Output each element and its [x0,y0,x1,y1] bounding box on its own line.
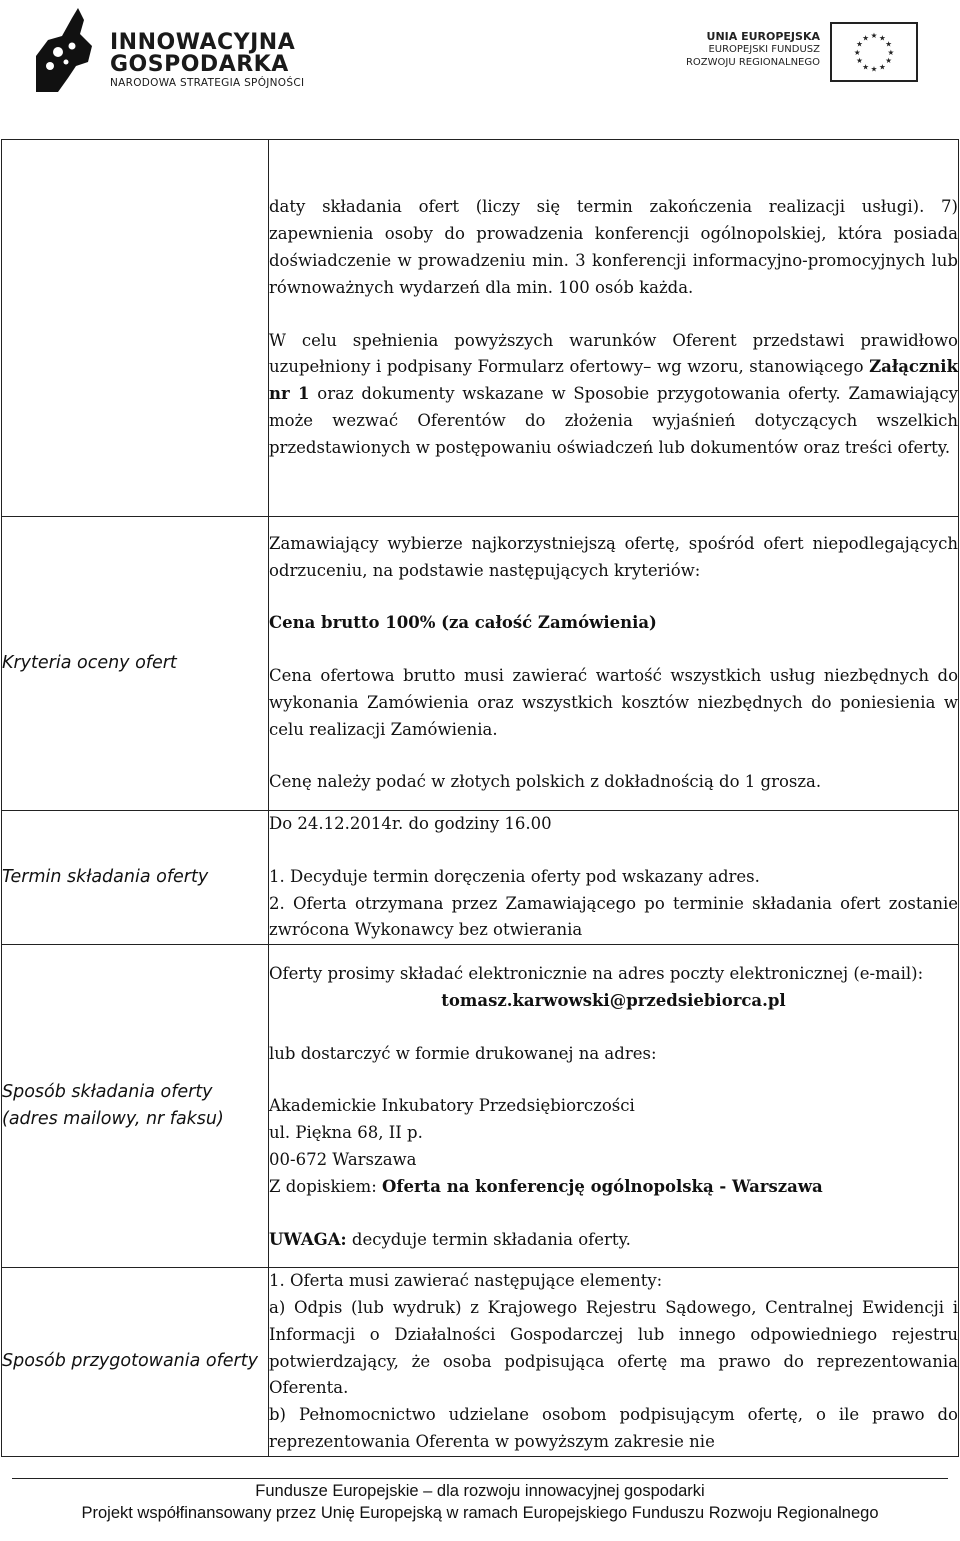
attachment-reference: Załącznik nr 1 [269,357,958,404]
sposob-text-1: Oferty prosimy składać elektronicznie na adres poczty elektronicznej (e-mail): [269,964,924,983]
conditions-text-2a: W celu spełnienia powyższych warunków Oferent przedstawi prawidłowo uzupełniony i podpisany Formularz ofertowy– wg wzoru, stanowiącego [269,330,958,377]
kryteria-text-4: Cenę należy podać w złotych polskich z dokładnością do 1 grosza. [269,772,822,792]
conditions-cell [269,140,959,517]
annotation-prefix: Z dopiskiem: [269,1176,383,1196]
eu-line-2: EUROPEJSKI FUNDUSZ [708,44,820,55]
annotation-text: Oferta na konferencję ogólnopolską - Warszawa [382,1176,823,1196]
eu-star-icon: ★ [870,64,878,74]
page-footer [0,1480,960,1524]
termin-cell [269,811,959,945]
eu-star-icon: ★ [856,56,863,66]
eu-star-icon: ★ [885,39,892,49]
eu-star-icon: ★ [885,56,892,66]
eu-line-3: ROZWOJU REGIONALNEGO [685,57,820,68]
innowacyjna-gospodarka-logo [28,6,328,94]
sposob-text-2: lub dostarczyć w formie drukowanej na adres: [269,1043,657,1063]
annotation-line [269,1174,958,1201]
eu-star-icon: ★ [862,62,869,72]
row-label-empty [2,140,269,517]
kryteria-text-1: Zamawiający wybierze najkorzystniejszą ofertę, spośród ofert niepodlegających odrzuceniu, na podstawie następujących kryteriów: [269,533,958,580]
table-row [2,517,959,811]
eu-star-icon: ★ [853,47,861,57]
logo-line-2: GOSPODARKA [110,52,289,77]
label-kryteria: Kryteria oceny ofert [2,517,269,811]
address-line-1: Akademickie Inkubatory Przedsiębiorczości [269,1096,635,1116]
table-row [2,811,959,945]
kryteria-text-3: Cena ofertowa brutto musi zawierać wartość wszystkich usług niezbędnych do wykonania Zamówienia oraz wszystkich kosztów niezbędnych do poniesienia w celu realizacji Zamówienia. [269,666,958,739]
kryteria-cell [269,517,959,811]
eu-star-icon: ★ [856,39,863,49]
termin-text-2: 1. Decyduje termin doręczenia oferty pod wskazany adres. [269,866,760,886]
logo-line-1: INNOWACYJNA [110,30,296,55]
eu-line-1: UNIA EUROPEJSKA [706,30,820,43]
eu-flag-icon [830,22,918,82]
eu-star-icon: ★ [870,31,878,40]
eu-star-icon: ★ [862,33,869,43]
logo-line-3: NARODOWA STRATEGIA SPÓJNOŚCI [110,77,305,89]
termin-text-3: 2. Oferta otrzymana przez Zamawiającego po terminie składania ofert zostanie zwrócona Wykonawcy bez otwierania [269,893,958,940]
eu-star-icon: ★ [879,62,886,72]
label-termin: Termin składania oferty [2,811,269,945]
eu-star-icon: ★ [887,47,895,57]
label-sposob-przygotowania: Sposób przygotowania oferty [2,1268,269,1457]
logo-mark-icon [28,6,98,92]
przygotowanie-text-3: b) Pełnomocnictwo udzielane osobom podpisującym ofertę, o ile prawo do reprezentowania Oferenta w powyższym zakresie nie [269,1405,958,1451]
address-line-3: 00-672 Warszawa [269,1149,417,1169]
table-row [2,945,959,1268]
table-row [2,1268,959,1457]
conditions-text-2 [269,328,958,462]
footer-line-2: Projekt współfinansowany przez Unię Europejską w ramach Europejskiego Funduszu Rozwoju Regionalnego [81,1504,879,1522]
warning-line [269,1227,958,1254]
contact-email: tomasz.karwowski@przedsiebiorca.pl [441,990,786,1010]
przygotowanie-cell [269,1268,959,1457]
conditions-text-1: daty składania ofert (liczy się termin zakończenia realizacji usługi). 7) zapewnienia osoby do prowadzenia konferencji ogólnopolskiej, która posiada doświadczenie w prowadzeniu min. 3 konferencji informacyjno-promocyjnych lub równoważnych wydarzeń dla min. 100 osób każda. [269,197,958,297]
table-row [2,140,959,517]
sposob-cell [269,945,959,1268]
warning-label: UWAGA: [269,1229,347,1249]
warning-text: decyduje termin składania oferty. [346,1229,631,1249]
conditions-text-2b: oraz dokumenty wskazane w Sposobie przygotowania oferty. Zamawiający może wezwać Oferentów do złożenia wyjaśnień dotyczących wszelkich przedstawionych w postępowaniu oświadczeń lub dokumentów oraz treści oferty. [269,384,958,457]
przygotowanie-text-2: a) Odpis (lub wydruk) z Krajowego Rejestru Sądowego, Centralnej Ewidencji i Informacji o Działalności Gospodarczej lub innego odpowiedniego rejestru potwierdzający, że osoba podpisująca ofertę ma prawo do reprezentowania Oferenta. [269,1297,958,1398]
address-line-2: ul. Piękna 68, II p. [269,1123,423,1143]
label-sposob-skladania: Sposób składania oferty (adres mailowy, nr faksu) [2,945,269,1268]
offer-details-table [1,139,959,1457]
przygotowanie-text-1: 1. Oferta musi zawierać następujące elementy: [269,1271,663,1291]
footer-divider [12,1478,948,1479]
eu-star-icon: ★ [879,33,886,43]
footer-line-1: Fundusze Europejskie – dla rozwoju innowacyjnej gospodarki [255,1482,705,1500]
termin-text-1: Do 24.12.2014r. do godziny 16.00 [269,814,552,833]
eu-logo [685,22,932,86]
eu-text [686,30,820,69]
page-header [0,0,960,105]
kryteria-price-heading: Cena brutto 100% (za całość Zamówienia) [269,613,657,633]
